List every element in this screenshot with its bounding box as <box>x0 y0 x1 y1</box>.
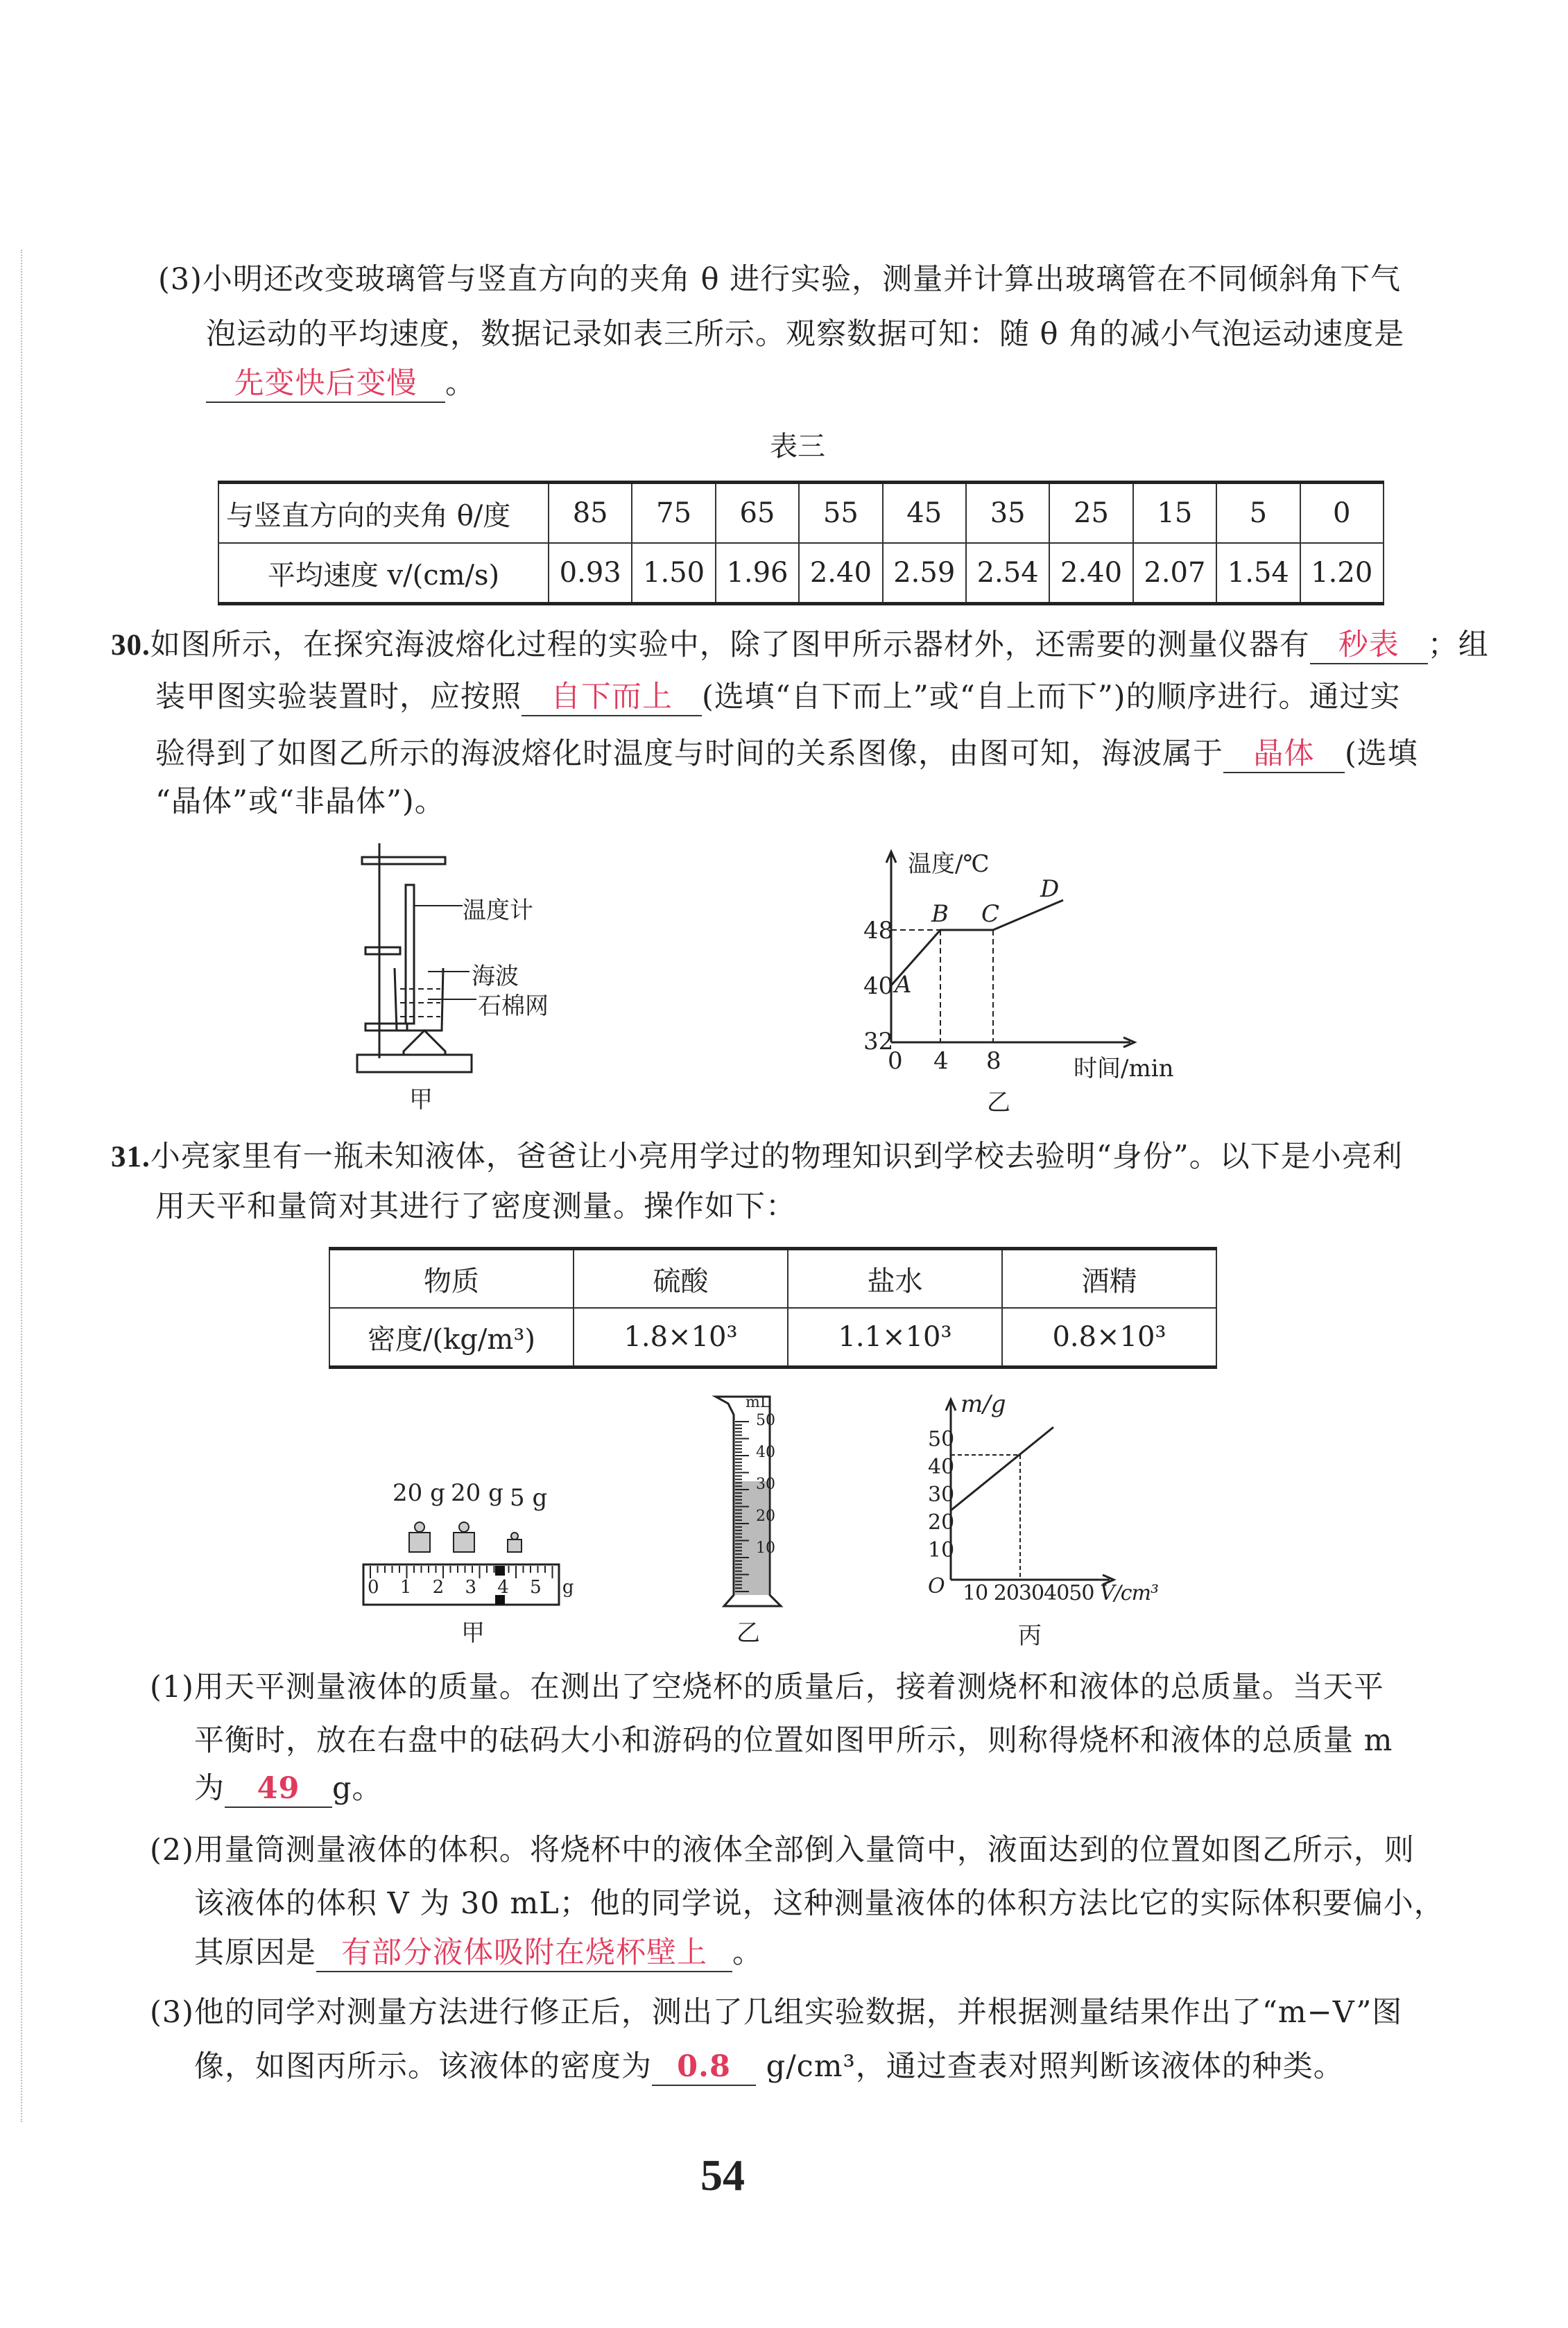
page-number: 54 <box>700 2150 745 2200</box>
text: 如图所示，在探究海波熔化过程的实验中，除了图甲所示器材外，还需要的测量仪器有 <box>150 628 1310 662</box>
ruler-label: 3 <box>465 1577 476 1598</box>
q30-line4: “晶体”或“非晶体”)。 <box>155 784 445 819</box>
y-axis-label: 温度/℃ <box>908 850 990 878</box>
text: ；组 <box>1427 628 1489 662</box>
x-axis-label: V/cm³ <box>1100 1581 1159 1605</box>
cell: 65 <box>716 483 799 544</box>
q31-line1 <box>111 1136 1403 1178</box>
p3-line2 <box>194 2046 1344 2087</box>
cell: 2.59 <box>883 543 966 604</box>
point-label: C <box>981 900 1000 928</box>
x-tick-label: 8 <box>986 1047 1001 1075</box>
x-tick-label: 20 <box>993 1581 1019 1605</box>
q29-3-line1: (3)小明还改变玻璃管与竖直方向的夹角 θ 进行实验，测量并计算出玻璃管在不同倾斜角下气 <box>158 262 1402 297</box>
ruler-label: 4 <box>497 1577 509 1598</box>
cell: 0.93 <box>549 543 632 604</box>
cell: 0.8×10³ <box>1002 1308 1216 1368</box>
cell: 1.54 <box>1216 543 1300 604</box>
weight-label: 5 g <box>510 1484 548 1512</box>
header-cell: 盐水 <box>788 1249 1002 1309</box>
row-header: 平均速度 v/(cm/s) <box>218 543 549 604</box>
cell: 25 <box>1049 483 1132 544</box>
ruler-label: 1 <box>399 1577 412 1598</box>
mass-volume-graph <box>943 1394 1151 1588</box>
text: 验得到了如图乙所示的海波熔化时温度与时间的关系图像，由图可知，海波属于 <box>155 736 1223 771</box>
cell: 1.20 <box>1300 543 1384 604</box>
text: 。 <box>732 1935 763 1970</box>
point-label: A <box>895 971 912 999</box>
cell: 1.8×10³ <box>574 1308 788 1368</box>
text: (选填“自下而上”或“自上而下”)的顺序进行。通过实 <box>702 680 1401 714</box>
answer-blank[interactable]: 秒表 <box>1310 627 1428 664</box>
y-tick-label: 48 <box>863 917 894 945</box>
density-table <box>329 1247 1217 1369</box>
x-tick-label: 0 <box>888 1047 903 1075</box>
table-row <box>218 543 1384 604</box>
y-tick-label: 40 <box>928 1455 955 1479</box>
unit-label: mL <box>746 1394 770 1411</box>
cell: 2.07 <box>1133 543 1216 604</box>
cell: 1.96 <box>716 543 799 604</box>
ruler-label: 0 <box>368 1577 379 1598</box>
cell: 85 <box>549 483 632 544</box>
table-row <box>218 483 1384 544</box>
figure-caption: 乙 <box>987 1089 1010 1116</box>
answer-blank[interactable]: 自下而上 <box>522 679 702 716</box>
answer-blank[interactable]: 晶体 <box>1223 736 1345 773</box>
text: g。 <box>332 1771 383 1806</box>
cell: 1.50 <box>632 543 715 604</box>
weight-label: 20 g <box>451 1479 503 1507</box>
weight-label: 20 g <box>393 1479 445 1507</box>
text: 其原因是 <box>194 1935 316 1970</box>
scale-label: 10 <box>756 1540 775 1557</box>
cell: 2.40 <box>1049 543 1132 604</box>
figure-caption: 甲 <box>461 1619 485 1647</box>
ruler-label: 2 <box>432 1577 445 1598</box>
hypo-label: 海波 <box>472 963 519 990</box>
cell: 45 <box>883 483 966 544</box>
q30-line2 <box>155 676 1400 718</box>
answer-blank[interactable]: 有部分液体吸附在烧杯壁上 <box>316 1935 732 1972</box>
y-tick-label: 30 <box>928 1483 955 1507</box>
angle-speed-table <box>218 481 1384 605</box>
table-row <box>329 1249 1216 1309</box>
answer-blank[interactable]: 0.8 <box>652 2049 756 2086</box>
y-tick-label: 20 <box>928 1510 955 1535</box>
row-header: 与竖直方向的夹角 θ/度 <box>218 483 549 544</box>
gauze-label: 石棉网 <box>478 992 549 1020</box>
scale-label: 50 <box>756 1412 775 1429</box>
scale-label: 40 <box>756 1444 775 1461</box>
cell: 2.54 <box>966 543 1049 604</box>
x-tick-labels <box>963 1581 1158 1605</box>
text: g/cm³，通过查表对照判断该液体的种类。 <box>766 2049 1344 2084</box>
cell: 15 <box>1133 483 1216 544</box>
header-cell: 物质 <box>329 1249 574 1309</box>
p1-line1: (1)用天平测量液体的质量。在测出了空烧杯的质量后，接着测烧杯和液体的总质量。当天平 <box>150 1670 1384 1705</box>
y-tick-label: 32 <box>863 1028 894 1055</box>
melting-apparatus-diagram <box>359 843 483 1079</box>
x-axis-label: 时间/min <box>1074 1055 1174 1083</box>
point-label: B <box>931 900 949 928</box>
cell: 1.1×10³ <box>788 1308 1002 1368</box>
y-tick-label: 50 <box>928 1427 955 1451</box>
p2-line3 <box>194 1932 763 1974</box>
p3-line1: (3)他的同学对测量方法进行修正后，测出了几组实验数据，并根据测量结果作出了“m−V”图 <box>150 1995 1403 2030</box>
text: 装甲图实验装置时，应按照 <box>155 680 522 714</box>
text: 小亮家里有一瓶未知液体，爸爸让小亮用学过的物理知识到学校去验明“身份”。以下是小亮利 <box>150 1139 1403 1174</box>
scale-label: 20 <box>756 1508 775 1525</box>
x-tick-label: 30 <box>1018 1581 1044 1605</box>
y-tick-label: 40 <box>863 972 894 1000</box>
table-title: 表三 <box>770 431 825 463</box>
cell: 5 <box>1216 483 1300 544</box>
p2-line2: 该液体的体积 V 为 30 mL；他的同学说，这种测量液体的体积方法比它的实际体积要偏小， <box>194 1886 1445 1921</box>
question-number: 30. <box>111 629 150 662</box>
p1-line3 <box>194 1768 383 1809</box>
answer-blank[interactable]: 先变快后变慢 <box>206 365 445 403</box>
q30-line3 <box>155 733 1418 775</box>
text: (选填 <box>1345 736 1418 771</box>
figure-caption: 丙 <box>1018 1622 1042 1650</box>
period: 。 <box>445 366 476 401</box>
p1-line2: 平衡时，放在右盘中的砝码大小和游码的位置如图甲所示，则称得烧杯和液体的总质量 m <box>194 1723 1393 1758</box>
q31-line2: 用天平和量筒对其进行了密度测量。操作如下： <box>155 1189 796 1224</box>
header-cell: 硫酸 <box>574 1249 788 1309</box>
cell: 55 <box>799 483 882 544</box>
cell: 密度/(kg/m³) <box>329 1308 574 1368</box>
graduated-cylinder <box>714 1394 791 1609</box>
cell: 75 <box>632 483 715 544</box>
p2-line1: (2)用量筒测量液体的体积。将烧杯中的液体全部倒入量筒中，液面达到的位置如图乙所示，则 <box>150 1833 1415 1868</box>
thermometer-label: 温度计 <box>463 897 533 924</box>
header-cell: 酒精 <box>1002 1249 1216 1309</box>
cell: 35 <box>966 483 1049 544</box>
ruler-label: 5 g <box>530 1577 574 1598</box>
x-tick-label: 40 <box>1044 1581 1069 1605</box>
q29-3-line3 <box>206 363 476 404</box>
figure-caption: 甲 <box>409 1086 433 1114</box>
x-tick-label: 50 <box>1069 1581 1094 1605</box>
question-number: 31. <box>111 1141 150 1173</box>
text: 像，如图丙所示。该液体的密度为 <box>194 2049 652 2084</box>
cell: 0 <box>1300 483 1384 544</box>
binding-margin-line <box>21 250 22 2122</box>
x-tick-label: 4 <box>933 1047 949 1075</box>
text: 为 <box>194 1771 225 1806</box>
ruler-scale-labels <box>368 1577 574 1598</box>
q29-3-line2: 泡运动的平均速度，数据记录如表三所示。观察数据可知：随 θ 角的减小气泡运动速度是 <box>206 317 1405 352</box>
x-tick-label: 10 <box>963 1581 988 1605</box>
scale-label: 30 <box>756 1476 775 1493</box>
point-label: D <box>1040 875 1060 903</box>
y-axis-label: m/g <box>960 1390 1006 1418</box>
cell: 2.40 <box>799 543 882 604</box>
answer-blank[interactable]: 49 <box>225 1770 332 1808</box>
q30-line1 <box>111 624 1489 666</box>
y-tick-label: 10 <box>928 1538 955 1562</box>
table-row <box>329 1308 1216 1368</box>
origin-label: O <box>928 1574 945 1598</box>
figure-caption: 乙 <box>736 1619 760 1647</box>
